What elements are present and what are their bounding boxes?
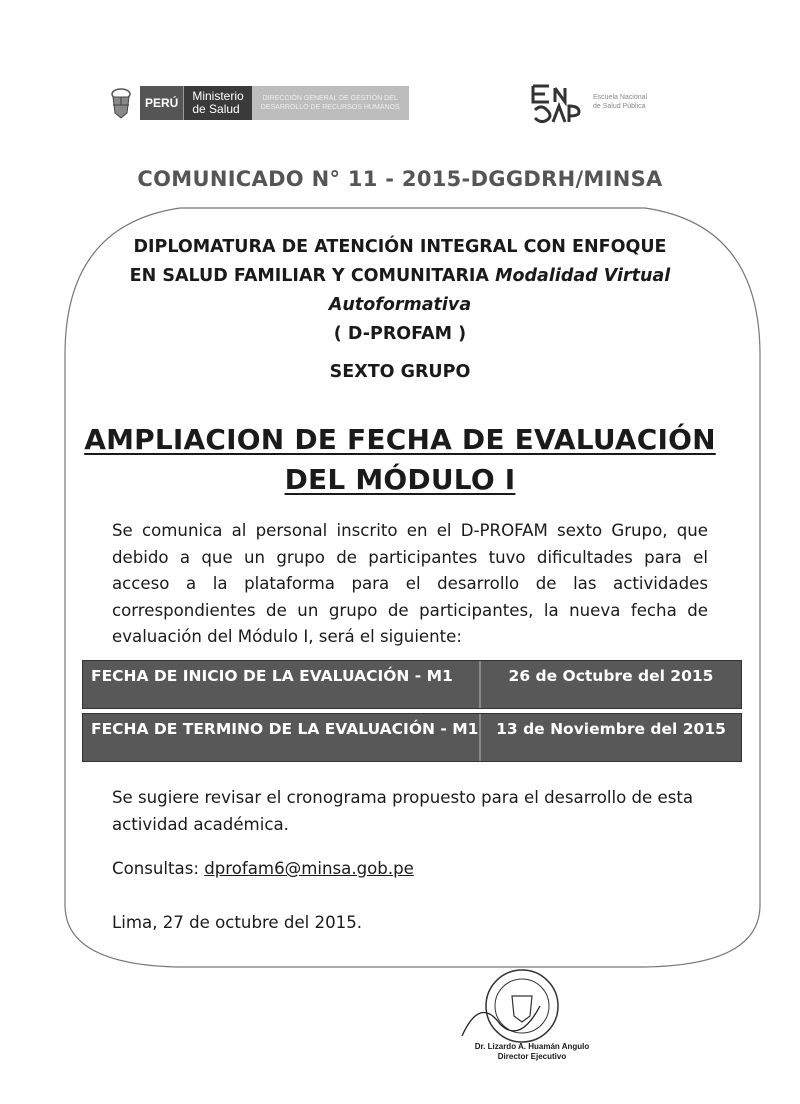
consultas-label: Consultas: (112, 859, 205, 878)
direccion-label: DIRECCIÓN GENERAL DE GESTIÓN DEL DESARROLLO DE RECURSOS HUMANOS (252, 86, 409, 120)
comunicado-number: COMUNICADO N° 11 - 2015-DGGDRH/MINSA (137, 167, 663, 191)
date-row-termino (82, 713, 742, 762)
official-seal-icon (460, 966, 580, 1046)
signer-name: Dr. Lizardo A. Huamán Angulo (474, 1042, 590, 1051)
main-heading: AMPLIACION DE FECHA DE EVALUACIÓN DEL MÓDULO I (84, 423, 716, 496)
announcement-paragraph: Se comunica al personal inscrito en el D-PROFAM sexto Grupo, que debido a que un grupo de participantes tuvo dificultades para el acceso a la plataforma para el desarrollo de las actividades correspondientes de un grupo de participantes, la nueva fecha de evaluación del Módulo I, será el siguiente: (112, 521, 708, 646)
dates-table (82, 660, 742, 766)
ensap-text: Escuela Nacional de Salud Pública (593, 94, 648, 110)
date-value: 26 de Octubre del 2015 (508, 667, 714, 685)
peru-shield-icon (108, 87, 134, 119)
ministerio-label: Ministerio de Salud (183, 86, 251, 120)
date-label: FECHA DE INICIO DE LA EVALUACIÓN - M1 (83, 661, 481, 708)
signer-role: Director Ejecutivo (497, 1052, 567, 1061)
date-value: 13 de Noviembre del 2015 (496, 720, 726, 738)
date-place: Lima, 27 de octubre del 2015. (112, 913, 363, 932)
signer-block (462, 1042, 602, 1062)
date-row-inicio (82, 660, 742, 709)
consultas-line (112, 859, 414, 878)
consultas-email-link[interactable]: dprofam6@minsa.gob.pe (204, 859, 414, 878)
sugerencia-text: Se sugiere revisar el cronograma propuesto para el desarrollo de esta actividad académica. (112, 788, 694, 834)
ensap-logo (525, 80, 647, 124)
ensap-logo-icon (525, 80, 587, 124)
date-label: FECHA DE TERMINO DE LA EVALUACIÓN - M1 (83, 714, 481, 761)
minsa-logo (108, 85, 409, 121)
peru-label: PERÚ (140, 86, 183, 120)
diplomatura-title: DIPLOMATURA DE ATENCIÓN INTEGRAL CON ENFOQUE EN SALUD FAMILIAR Y COMUNITARIA Modalidad Virtual Autoformativa ( D-PROFAM ) (129, 237, 671, 344)
grupo-label: SEXTO GRUPO (329, 362, 471, 382)
